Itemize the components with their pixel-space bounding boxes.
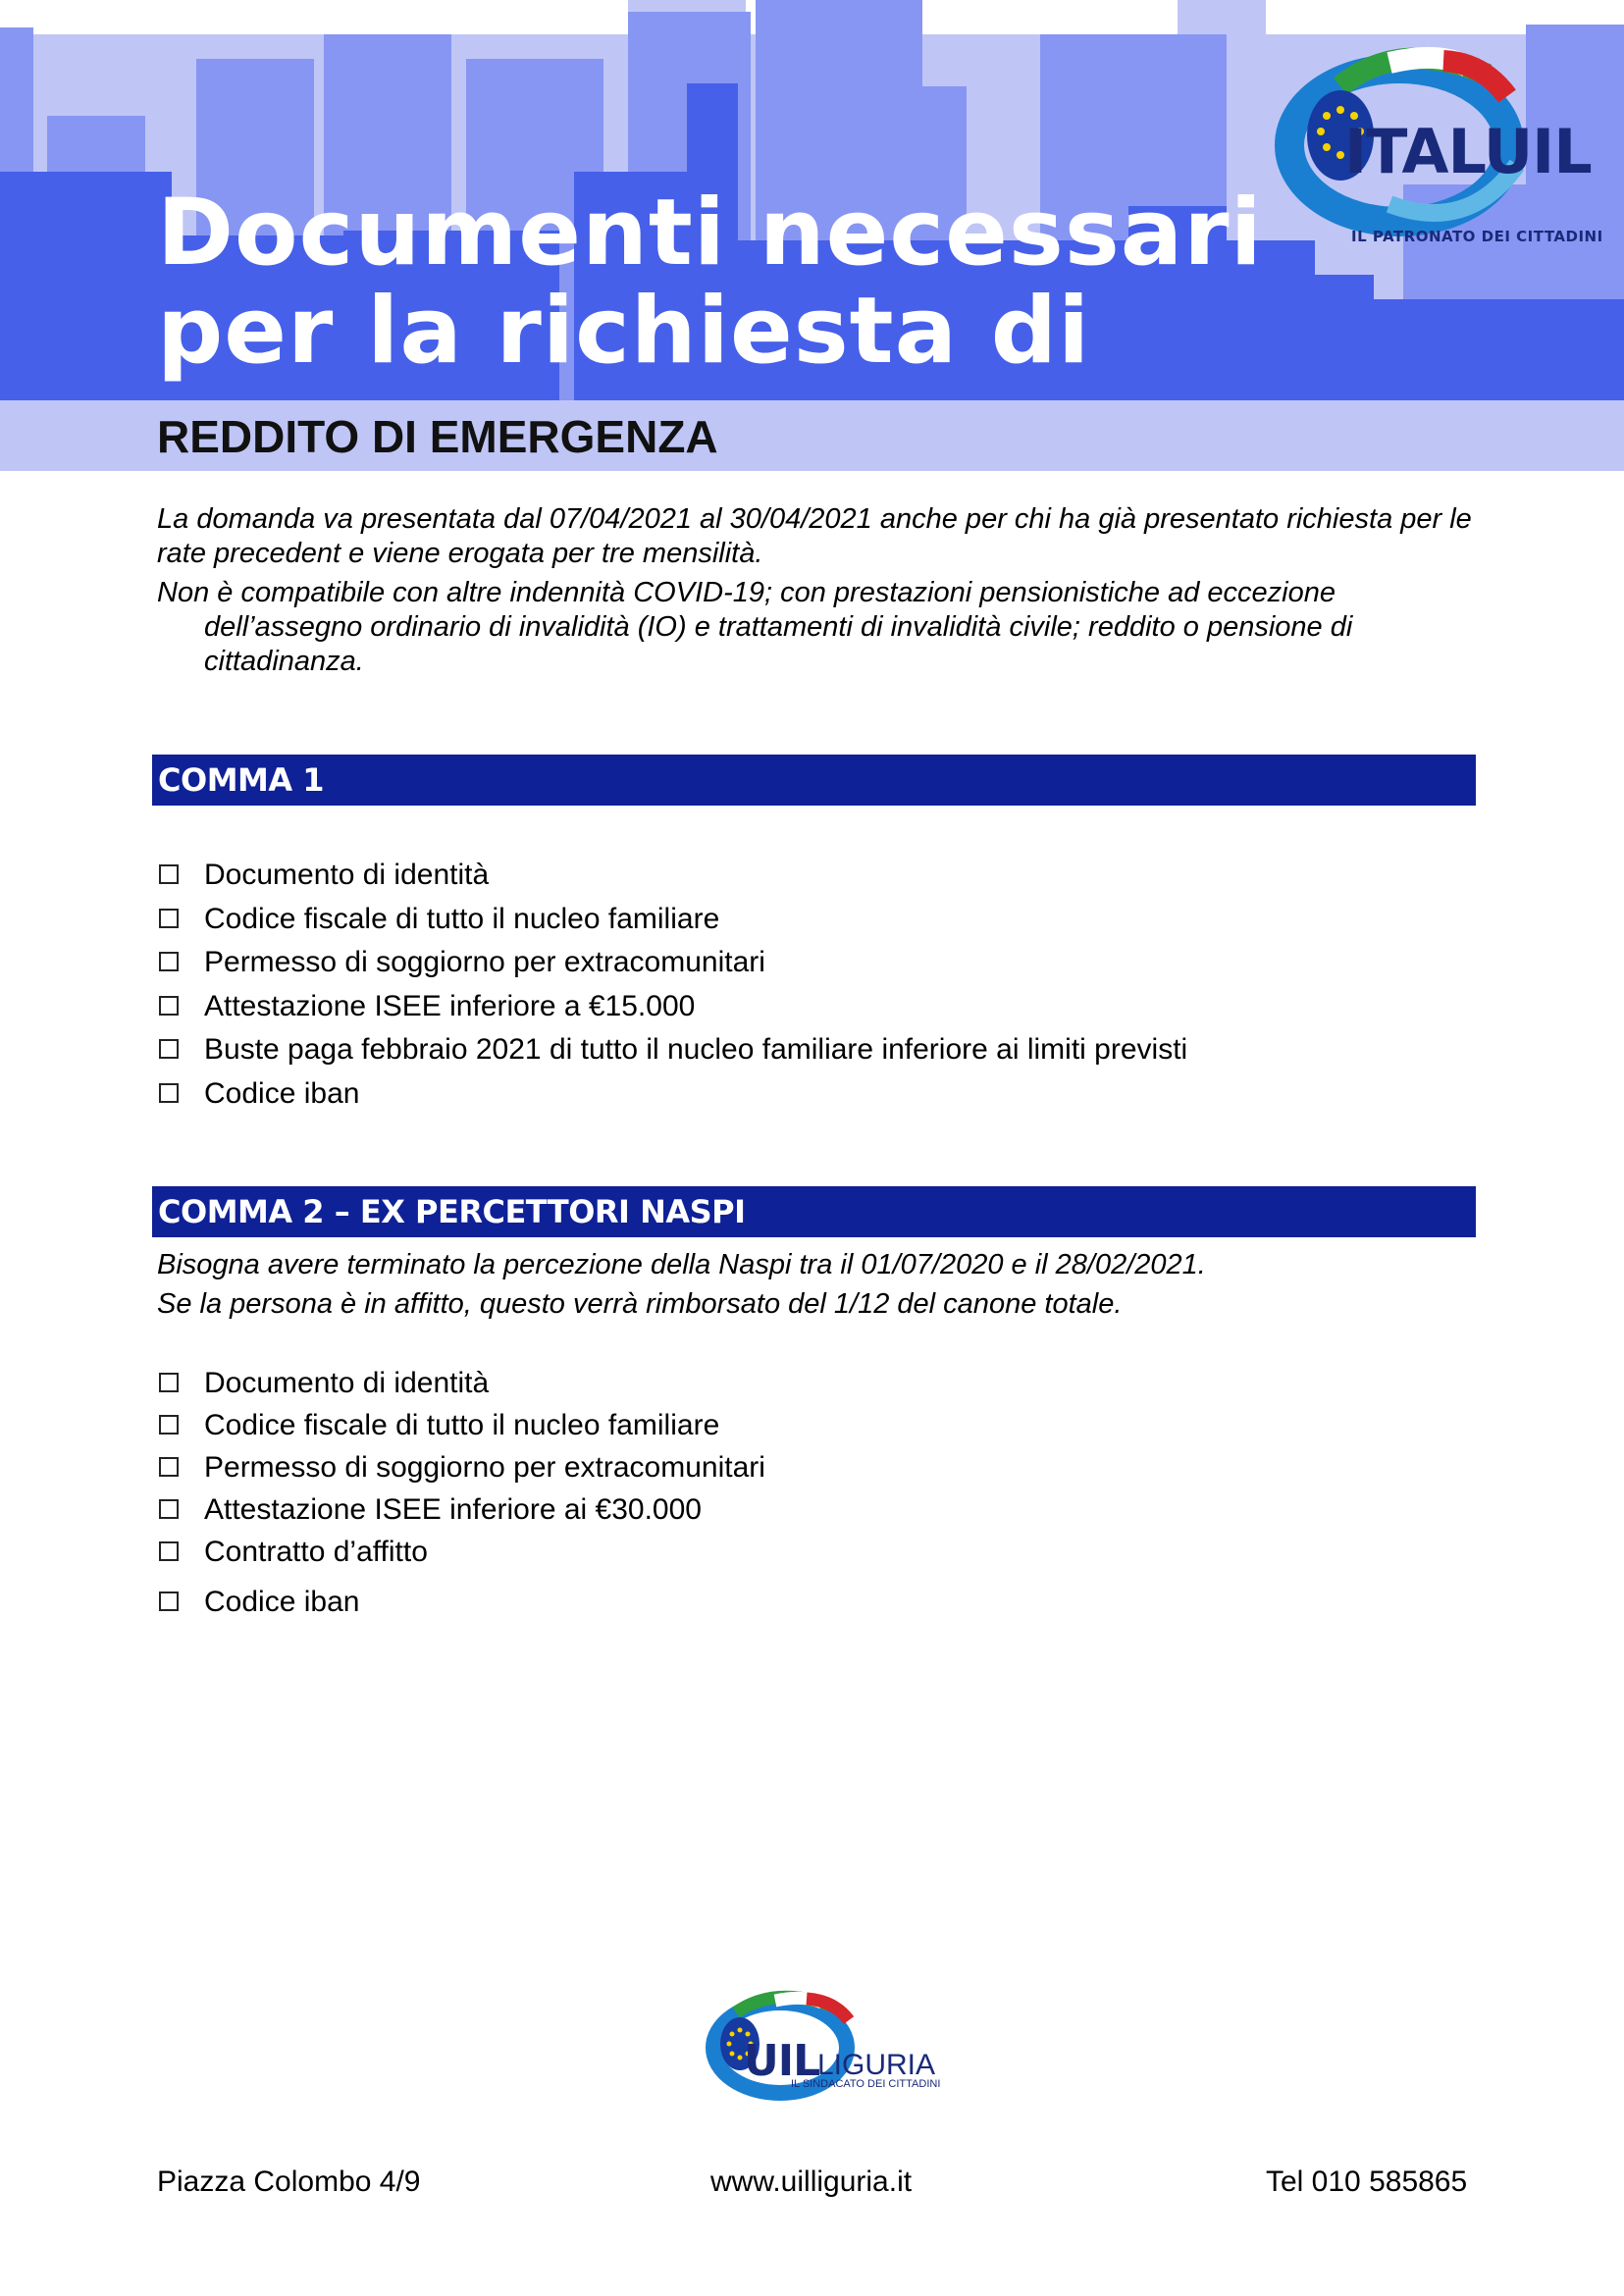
checklist-item-label: Codice fiscale di tutto il nucleo familiare [204,1409,720,1441]
checklist-item-label: Attestazione ISEE inferiore a €15.000 [204,989,696,1022]
checkbox-icon [159,1415,179,1435]
checklist-item-label: Codice fiscale di tutto il nucleo familiare [204,902,720,935]
uil-logo-region: LIGURIA [817,2049,936,2081]
checkbox-icon [159,952,179,971]
checklist-item-label: Permesso di soggiorno per extracomunitari [204,946,765,979]
checklist-item-label: Documento di identità [204,1367,490,1399]
page-title-line-2: per la richiesta di [157,278,1091,385]
checklist-item-label: Permesso di soggiorno per extracomunitari [204,1451,765,1484]
checkbox-icon [159,1083,179,1103]
comma-2-notes [157,1245,1472,1324]
checklist-item-label: Codice iban [204,1586,360,1618]
checkbox-icon [159,1592,179,1611]
section-heading-label: COMMA 2 – EX PERCETTORI NASPI [158,1193,746,1230]
intro-paragraph-1: La domanda va presentata dal 07/04/2021 al 30/04/2021 anche per chi ha già presentato richiesta per le rate precedent e viene erogata per tre mensilità. [157,503,1472,569]
footer-phone: Tel 010 585865 [1266,2166,1468,2198]
intro-paragraph-2: Non è compatibile con altre indennità COVID-19; con prestazioni pensionistiche ad eccezione dell’assegno ordinario di invalidità (IO) e trattamenti di invalidità civile; reddito o pensione di cittadinanza. [157,577,1353,677]
checkbox-icon [159,864,179,884]
checklist-item-label: Codice iban [204,1076,360,1110]
italuil-logo-wordmark: ITALUIL [1344,116,1592,187]
checklist-item-label: Attestazione ISEE inferiore ai €30.000 [204,1493,702,1526]
checklist-item-label: Documento di identità [204,859,490,891]
checklist-item-label: Contratto d’affitto [204,1536,428,1568]
uil-logo-wordmark: UIL [744,2036,820,2086]
footer-website-link[interactable]: www.uilliguria.it [710,2166,913,2198]
comma-2-note-2: Se la persona è in affitto, questo verrà rimborsato del 1/12 del canone totale. [157,1288,1123,1320]
italuil-logo-tagline: IL PATRONATO DEI CITTADINI [1351,228,1603,245]
footer-address: Piazza Colombo 4/9 [157,2166,421,2198]
section-heading-comma-2 [152,1186,1476,1237]
checkbox-icon [159,1541,179,1561]
checkbox-icon [159,1039,179,1059]
section-heading-label: COMMA 1 [158,761,325,799]
page-title [157,180,1263,385]
comma-2-note-1: Bisogna avere terminato la percezione della Naspi tra il 01/07/2020 e il 28/02/2021. [157,1249,1206,1280]
checkbox-icon [159,1457,179,1477]
checkbox-icon [159,1373,179,1392]
checklist-item-label: Buste paga febbraio 2021 di tutto il nucleo familiare inferiore ai limiti previsti [204,1033,1188,1067]
page-title-line-1: Documenti necessari [157,180,1263,287]
uil-logo-tagline: IL SINDACATO DEI CITTADINI [791,2078,941,2090]
checkbox-icon [159,1499,179,1519]
checkbox-icon [159,996,179,1016]
page-subtitle: REDDITO DI EMERGENZA [157,411,718,462]
section-heading-comma-1 [152,755,1476,806]
checkbox-icon [159,909,179,928]
